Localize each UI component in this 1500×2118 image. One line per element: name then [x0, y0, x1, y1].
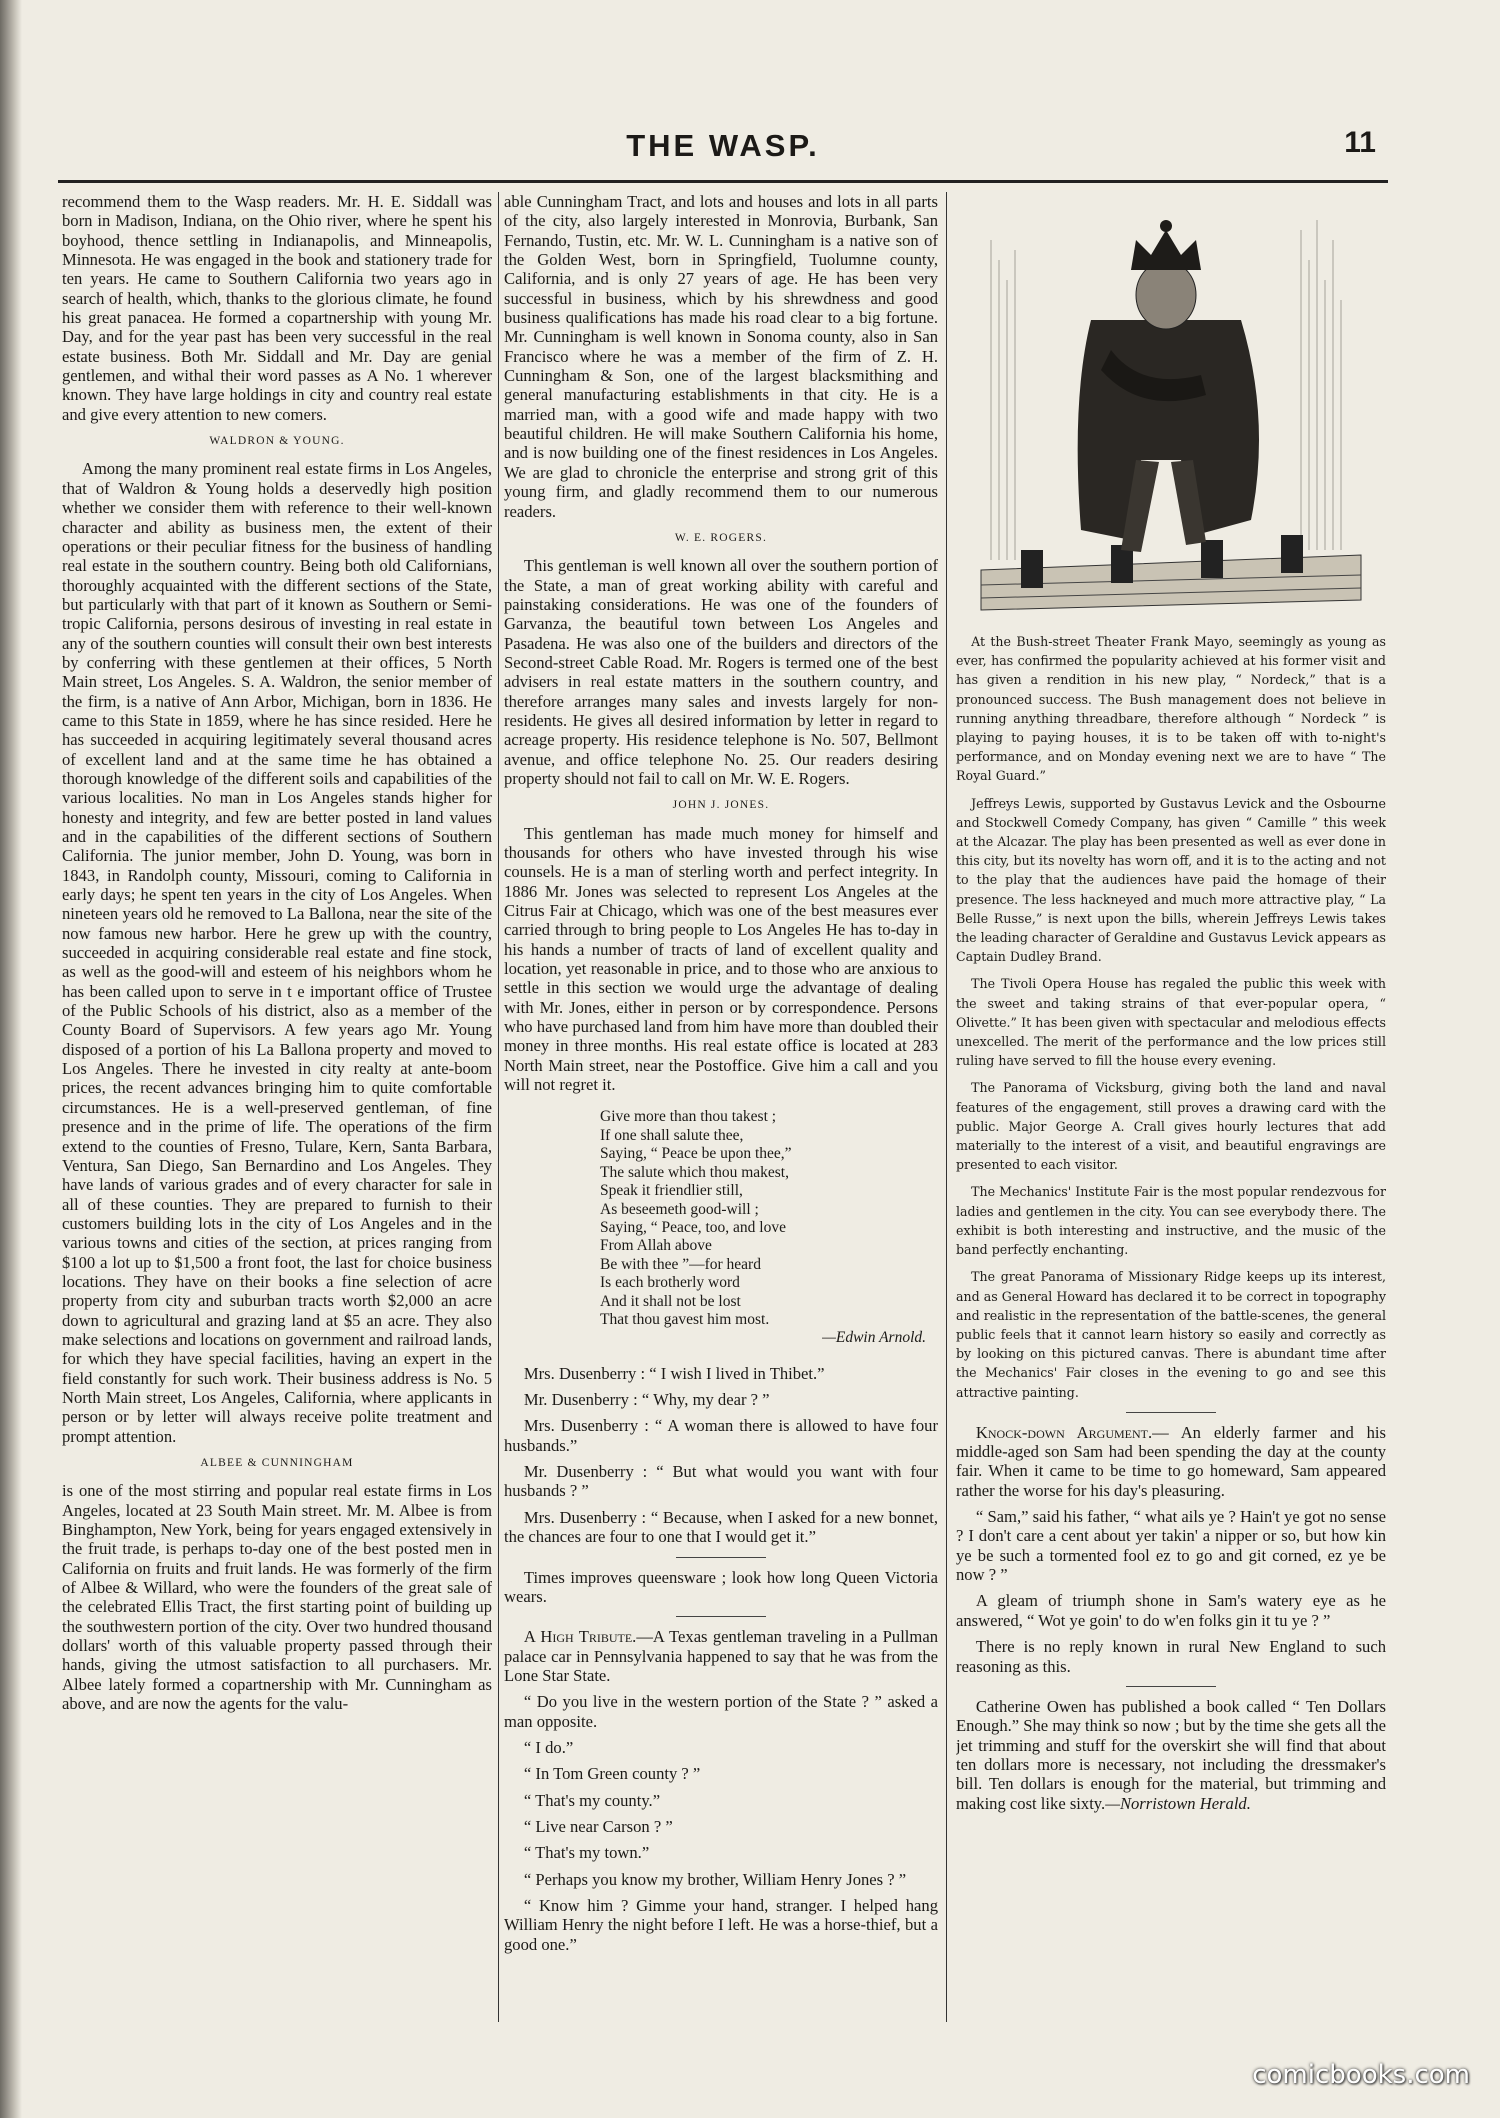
poem-line: As beseemeth good-will ; [600, 1200, 759, 1218]
dialogue-line: A gleam of triumph shone in Sam's watery eye as he answered, “ Wot ye goin' to do w'en folks gin it tu ye ? ” [956, 1591, 1386, 1630]
article-paragraph: is one of the most stirring and popular real estate firms in Los Angeles, located at 23 South Main street. Mr. M. Albee is from Binghampton, New York, being for years engaged extensively in the fruit trade, is perhaps to-day one of the best posted men in California on fruits and fruit lands. He was formerly of the firm of Albee & Willard, who were the founders of the great sale of the celebrated Ellis Tract, the first starting point of building up the southwestern portion of the city. Over two hundred thousand dollars' worth of this valuable property passed through their hands, giving the utmost satisfaction to all purchasers. Mr. Albee lately formed a copartnership with Mr. Cunningham as above, and are now the agents for the valu- [62, 1481, 492, 1714]
article-attribution: —Norristown Herald. [1105, 1793, 1251, 1813]
article-paragraph [504, 1627, 938, 1685]
article-paragraph: recommend them to the Wasp readers. Mr. H. E. Siddall was born in Madison, Indiana, on the Ohio river, where he spent his boyhood, thence settling in Indianapolis, and Minneapolis, Minnesota. He was engaged in the book and stationery trade for ten years. He came to Southern California two years ago in search of health, which, thanks to the glorious climate, he found his great panacea. He formed a copartnership with young Mr. Day, and for the year past has been very successful in the real estate business. Both Mr. Siddall and Mr. Day are genial gentlemen, and withal their word passes as A No. 1 wherever known. They have large holdings in city and country real estate and give every attention to new comers. [62, 192, 492, 424]
poem-line: If one shall salute thee, [600, 1126, 744, 1144]
separator-rule [1126, 1686, 1216, 1687]
dialogue-line: “ Sam,” said his father, “ what ails ye ? Hain't ye got no sense ? I don't care a cent about yer takin' a nipper or so, but how kin ye be such a tormented fool ez to go and git corned, ez ye be now ? ” [956, 1507, 1386, 1585]
dialogue-line: “ That's my county.” [523, 1790, 661, 1810]
poem-line: Is each brotherly word [600, 1274, 740, 1292]
dialogue-line: “ Do you live in the western portion of the State ? ” asked a man opposite. [504, 1692, 938, 1731]
masthead-title: THE WASP. [626, 128, 820, 163]
article-paragraph: This gentleman has made much money for himself and thousands for others who have invested through his wise counsels. He is a man of sterling worth and perfect integrity. In 1886 Mr. Jones was selected to represent Los Angeles at the Citrus Fair at Chicago, which was one of the best measures ever carried through to bring people to Los Angeles He has to-day in his hands a number of tracts of land of excellent quality and location, yet reasonable in price, and to those who are anxious to settle in this section we would urge the advantage of dealing with Mr. Jones, either in person or by correspondence. Persons who have purchased land from him have more than doubled their money in three months. His real estate office is located at 283 North Main street, near the Postoffice. Give him a call and you will not regret it. [504, 823, 938, 1095]
section-heading: ALBEE & CUNNINGHAM [200, 1457, 354, 1469]
page-binding-shadow [0, 0, 22, 2118]
header-rule [58, 180, 1388, 183]
dialogue-line: “ Perhaps you know my brother, William Henry Jones ? ” [523, 1869, 907, 1889]
article-paragraph [956, 1423, 1386, 1500]
dialogue-line: Mrs. Dusenberry : “ I wish I lived in Thibet.” [523, 1363, 825, 1383]
article-paragraph: The great Panorama of Missionary Ridge keeps up its interest, and as General Howard has declared it to be correct in topography and realistic in the representation of the battle-scenes, the general public feels that it cannot learn history so easily and correctly as by looking on this pictured canvas. There is abundant time after the Mechanics' Fair closes in the evening to go and see this attractive painting. [956, 1269, 1386, 1400]
poem-attribution: —Edwin Arnold. [822, 1329, 926, 1347]
article-lead: Knock-down Argument. [975, 1422, 1153, 1442]
dialogue-line: “ Know him ? Gimme your hand, stranger. I helped hang William Henry the night before I left. He was a horse-thief, but a good one.” [504, 1895, 938, 1954]
site-watermark: comicbooks.com [1252, 2060, 1470, 2090]
dialogue-line: Mr. Dusenberry : “ Why, my dear ? ” [523, 1390, 770, 1410]
article-paragraph: Times improves queensware ; look how long Queen Victoria wears. [504, 1567, 938, 1606]
article-text: — An elderly farmer and his middle-aged son Sam had been spending the day at the county fair. When it came to be time to go homeward, Sam appeared rather the worse for his day's pleasuring. [956, 1422, 1386, 1500]
article-paragraph: This gentleman is well known all over the southern portion of the State, a man of great working ability with careful and painstaking considerations. He was one of the founders of Garvanza, the beautiful town between Los Angeles and Pasadena. He was also one of the builders and directors of the Second-street Cable Road. Mr. Rogers is termed one of the best advisers in real estate matters in the southern country, and therefore arranges many sales and invests largely for non-residents. He gives all desired information by letter in regard to acreage property. His residence telephone is No. 507, Bellmont avenue, and office telephone No. 25. Our readers desiring property should not fail to call on Mr. W. E. Rogers. [504, 556, 938, 788]
dialogue-line: Mr. Dusenberry : “ But what would you want with four husbands ? ” [504, 1462, 938, 1501]
poem-line: And it shall not be lost [600, 1292, 741, 1310]
article-paragraph: The Tivoli Opera House has regaled the public this week with the sweet and taking strains of that ever-popular opera, “ Olivette.” It has been given with spectacular and melodious effects unexcelled. The merit of the performance and the low prices still ruling have served to fill the house every evening. [956, 976, 1386, 1069]
dialogue-line: “ I do.” [523, 1737, 574, 1757]
column-divider [498, 192, 499, 2022]
dialogue-line: Mrs. Dusenberry : “ Because, when I asked for a new bonnet, the chances are four to one that I would get it.” [504, 1507, 938, 1547]
separator-rule [676, 1616, 766, 1617]
section-heading: W. E. ROGERS. [674, 531, 768, 544]
column-divider [946, 192, 947, 2022]
section-heading: WALDRON & YOUNG. [209, 435, 345, 448]
poem-line: The salute which thou makest, [600, 1163, 789, 1181]
article-paragraph: Among the many prominent real estate firms in Los Angeles, that of Waldron & Young holds a deservedly high position whether we consider them with reference to their well-known character and ability as business men, the extent of their operations or their peculiar fitness for the business of handling real estate in the southern country. Being both old Californians, thoroughly acquainted with the different sections of the State, but particularly with that part of it known as Southern or Semi-tropic California, persons desirous of investing in real estate in any of the southern counties will consult their own best interests by conferring with these gentlemen at their offices, 5 North Main street, Los Angeles. S. A. Waldron, the senior member of the firm, is a native of Ann Arbor, Michigan, born in 1836. He came to this State in 1859, where he has since resided. Here he has succeeded in acquiring legitimately several thousand acres of excellent land and at the same time he has obtained a thorough knowledge of the different soils and capabilities of the various localities. No man in Los Angeles stands higher for honesty and integrity, and few are better posted in land values and in the capabilities of the different sections of Southern California. The junior member, John D. Young, was born in 1843, in Randolph county, Missouri, coming to California in early days; he spent ten years in the city of Los Angeles. When nineteen years old he removed to La Ballona, near the site of the now famous new harbor. Here he grew up with the country, succeeded in acquiring considerable real estate and fine stock, as well as the good-will and esteem of his neighbors whom he has been called upon to serve in t e important office of Trustee of the Public Schools of his district, also as a member of the County Board of Supervisors. A few years ago Mr. Young disposed of a portion of his La Ballona property and moved to Los Angeles. There he invested in city realty at ante-boom prices, the recent advances bringing him to quite comfortable circumstances. He is a well-preserved gentleman, of fine presence and in the prime of life. The operations of the firm extend to the counties of Fresno, Tulare, Kern, Santa Barbara, Ventura, San Diego, San Bernardino and Los Angeles. They have lands of various grades and of every character for sale in all of these counties. They are prepared to furnish to their customers building lots in the city of Los Angeles and in the various towns and cities of the section, at prices ranging from $100 a lot up to $1,500 a front foot, the last for choice business locations. They have on their books a fine selection of acre property from city and suburban tracts worth $2,000 an acre down to agricultural and grazing land at $5 an acre. They also make selections and locations on government and railroad lands, for which they have special facilities, having an expert in the field constantly for such work. Their business address is No. 5 North Main street, Los Angeles, California, where applicants in person or by letter will always receive polite treatment and prompt attention. [62, 459, 492, 1446]
section-heading: JOHN J. JONES. [672, 799, 770, 812]
article-paragraph: Jeffreys Lewis, supported by Gustavus Levick and the Osbourne and Stockwell Comedy Company, has given “ Camille ” this week at the Alcazar. The play has been presented as well as ever done in this city, but its novelty has worn off, and it is to the acting and not to the play that the audiences have paid the homage of their presence. The less hackneyed and much more attractive play, “ La Belle Russe,” is next upon the bills, wherein Jeffreys Lewis takes the leading character of Geraldine and Gustavus Levick appears as Captain Dudley Brand. [956, 795, 1386, 965]
column-two [504, 192, 938, 2032]
cartoon-illustration [971, 200, 1371, 620]
poem-line: That thou gavest him most. [600, 1310, 770, 1328]
article-paragraph: The Panorama of Vicksburg, giving both the land and naval features of the engagement, still proves a drawing card with the public. Major George A. Crall gives hourly lectures that add materially to the interest of a visit, and beautiful engravings are presented to each visitor. [956, 1080, 1386, 1173]
anecdotes [956, 1412, 1386, 1813]
theater-notes [956, 632, 1386, 1402]
article-text: Catherine Owen has published a book called “ Ten Dollars Enough.” She may think so now ; but by the time she gets all the jet trimming and stuff for the overskirt she will find that about ten dollars more is necessary, not including the dressmaker's bill. Ten dollars is enough for the material, but trimming and making cost like sixty. [956, 1696, 1386, 1813]
separator-rule [1126, 1412, 1216, 1413]
dialogue-line: “ Live near Carson ? ” [523, 1816, 673, 1836]
article-text: —A Texas gentleman traveling in a Pullman palace car in Pennsylvania happened to say that he was from the Lone Star State. [504, 1627, 938, 1685]
poem [600, 1108, 938, 1347]
dialogue-line: Mrs. Dusenberry : “ A woman there is allowed to have four husbands.” [504, 1416, 938, 1455]
poem-line: Give more than thou takest ; [600, 1108, 777, 1126]
column-three [956, 192, 1386, 2032]
article-paragraph [956, 1697, 1386, 1813]
poem-line: Be with thee ”—for heard [600, 1255, 761, 1273]
article-paragraph: At the Bush-street Theater Frank Mayo, seemingly as young as ever, has confirmed the popularity achieved at his former visit and has given a rendition in his new play, “ Nordeck,” that is a pronounced success. The Bush management does not believe in running anything threadbare, therefore although “ Nordeck ” is playing to paying houses, it is to be taken off with to-night's performance, and on Monday evening next we are to have “ The Royal Guard.” [956, 634, 1386, 784]
article-paragraph: There is no reply known in rural New England to such reasoning as this. [956, 1637, 1386, 1676]
dialogue-line: “ That's my town.” [523, 1843, 650, 1863]
poem-line: Saying, “ Peace, too, and love [600, 1218, 786, 1236]
poem-line: From Allah above [600, 1237, 712, 1255]
column-one [62, 192, 492, 2032]
separator-rule [676, 1557, 766, 1558]
page-number: 11 [1344, 126, 1376, 159]
article-lead: A High Tribute. [523, 1627, 637, 1647]
dialogue-line: “ In Tom Green county ? ” [523, 1764, 701, 1784]
poem-line: Saying, “ Peace be upon thee,” [600, 1145, 792, 1163]
article-paragraph: The Mechanics' Institute Fair is the most popular rendezvous for ladies and gentlemen in the city. You can see everybody there. The exhibit is both interesting and instructive, and the music of the band perfectly enchanting. [956, 1184, 1386, 1258]
article-paragraph: able Cunningham Tract, and lots and houses and lots in all parts of the city, also largely interested in Monrovia, Burbank, San Fernando, Tustin, etc. Mr. W. L. Cunningham is a native son of the Golden West, born in Springfield, Tuolumne county, California, and is only 27 years of age. He has been very successful in business, which by his shrewdness and good business qualifications has made his road clear to a big fortune. Mr. Cunningham is well known in Sonoma county, also in San Francisco where he was a member of the firm of Z. H. Cunningham & Son, one of the largest blacksmithing and general manufacturing establishments in that city. He is a married man, with a good wife and made happy with two beautiful children. He will make Southern California his home, and is now building one of the finest residences in Los Angeles. We are glad to chronicle the enterprise and strong grit of this young firm, and gladly recommend them to our numerous readers. [504, 192, 938, 521]
poem-line: Speak it friendlier still, [600, 1182, 743, 1200]
page-header [58, 124, 1388, 176]
